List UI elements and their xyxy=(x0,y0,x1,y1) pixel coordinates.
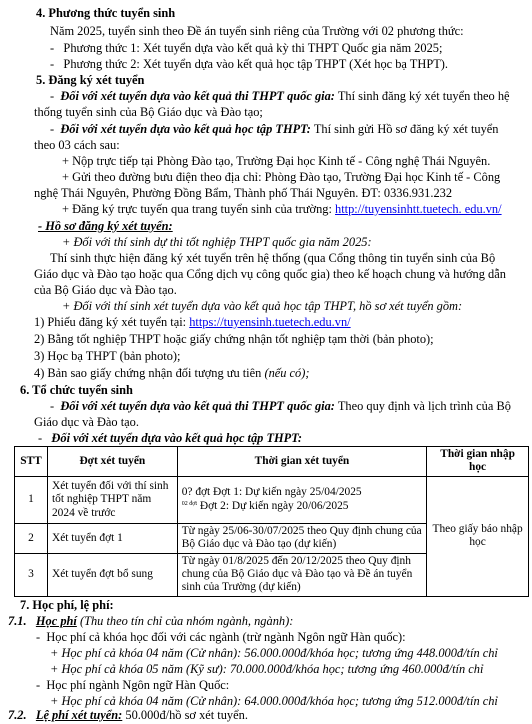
dossier-national-exam-text: Thí sinh thực hiện đăng ký xét tuyển trên hệ thống (qua Cổng thông tin tuyển sinh của Bộ xyxy=(50,251,496,265)
organization-transcript: - Đối với xét tuyển dựa vào kết quả học tập THPT: xyxy=(38,431,303,445)
registration-form-link[interactable]: https://tuyensinh.tuetech.edu.vn/ xyxy=(189,315,351,329)
method-1-text: Phương thức 1: Xét tuyển dựa vào kết quả kỳ thi THPT Quốc gia năm 2025; xyxy=(63,41,443,55)
application-fee-number: 7.2. xyxy=(8,708,27,722)
tuition-general-text: Học phí cả khóa học đối với các ngành (trừ ngành Ngôn ngữ Hàn quốc): xyxy=(46,630,406,644)
registration-national-exam-text: Thí sinh đăng ký xét tuyển theo hệ xyxy=(337,89,510,103)
tuition-korean-4-year: + Học phí cả khóa 04 năm (Cử nhân): 64.000.000đ/khóa học; tương ứng 512.000đ/tín chỉ xyxy=(50,694,498,708)
column-header-time: Thời gian xét tuyển xyxy=(177,447,426,477)
row-1-time-b-line xyxy=(182,500,422,513)
admissions-portal-link[interactable]: http://tuyensinhtt.tuetech. edu.vn/ xyxy=(335,202,502,216)
row-1-time-b: Đợt 2: Dự kiến ngày 20/06/2025 xyxy=(199,499,349,512)
dossier-heading: - Hồ sơ đăng ký xét tuyển: xyxy=(38,219,173,233)
admission-time-cell: Theo giấy báo nhập học xyxy=(427,476,529,596)
row-2-time: Từ ngày 25/06-30/07/2025 theo Quy định chung của Bộ Giáo dục và Đào tạo (dự kiến) xyxy=(177,523,426,553)
row-2-stt: 2 xyxy=(15,523,48,553)
row-1-round: Xét tuyển đối với thí sinh tốt nghiệp THPT năm 2024 về trước xyxy=(47,476,177,523)
method-1-item: - Phương thức 1: Xét tuyển dựa vào kết quả kỳ thi THPT Quốc gia năm 2025; xyxy=(50,41,443,55)
column-header-stt: STT xyxy=(15,447,48,477)
submission-way-3-text: + Đăng ký trực tuyến qua trang tuyển sinh của trường: xyxy=(62,202,332,216)
section-6-heading: 6. Tổ chức tuyển sinh xyxy=(20,383,133,397)
registration-transcript-label: Đối với xét tuyển dựa vào kết quả học tập THPT: xyxy=(60,122,311,136)
section-4-intro: Năm 2025, tuyển sinh theo Đề án tuyển sinh riêng của Trường với 02 phương thức: xyxy=(50,24,464,38)
organization-national-exam-text: Theo quy định và lịch trình của Bộ xyxy=(337,399,511,413)
admission-schedule-table xyxy=(14,446,529,597)
organization-national-exam: - Đối với xét tuyển dựa vào kết quả thi THPT quốc gia: Theo quy định và lịch trình của Bộ xyxy=(50,399,511,413)
dossier-national-exam-text-2: Giáo dục và Đào tạo hoặc qua Cổng dịch vụ công quốc gia) theo kế hoạch chung và hướng dẫn xyxy=(34,267,506,281)
application-fee xyxy=(8,708,248,724)
row-2-round: Xét tuyển đợt 1 xyxy=(47,523,177,553)
method-2-text: Phương thức 2: Xét tuyển dựa vào kết quả học tập THPT (Xét học bạ THPT). xyxy=(63,57,449,71)
row-1-time-b-prefix: 02 đợt xyxy=(181,500,198,507)
registration-transcript-cont: theo 03 cách sau: xyxy=(34,138,120,152)
dossier-item-4-note: (nếu có); xyxy=(264,366,310,380)
organization-national-exam-label: Đối với xét tuyển dựa vào kết quả thi THPT quốc gia: xyxy=(60,399,335,413)
application-fee-label: Lệ phí xét tuyển: xyxy=(35,708,123,722)
row-1-stt: 1 xyxy=(15,476,48,523)
tuition-number: 7.1. xyxy=(8,614,27,628)
column-header-admission: Thời gian nhập học xyxy=(427,447,529,477)
dossier-item-4-text: 4) Bản sao giấy chứng nhận đối tượng ưu tiên xyxy=(34,366,262,380)
dossier-item-3: 3) Học bạ THPT (bản photo); xyxy=(34,349,181,363)
dossier-national-exam-heading: + Đối với thí sinh dự thi tốt nghiệp THPT quốc gia năm 2025: xyxy=(62,235,372,249)
organization-transcript-label: Đối với xét tuyển dựa vào kết quả học tập THPT: xyxy=(51,431,303,445)
row-3-time: Từ ngày 01/8/2025 đến 20/12/2025 theo Quy định chung của Bộ Giáo dục và Đào tạo và Đề án tuyển sinh của Trường (dự kiến) xyxy=(177,553,426,596)
registration-national-exam-cont: thống tuyển sinh của Bộ Giáo dục và Đào tạo; xyxy=(34,105,263,119)
column-header-round: Đợt xét tuyển xyxy=(47,447,177,477)
method-2-item: - Phương thức 2: Xét tuyển dựa vào kết quả học tập THPT (Xét học bạ THPT). xyxy=(50,57,449,71)
submission-way-2: + Gửi theo đường bưu điện theo địa chỉ: Phòng Đào tạo, Trường Đại học Kinh tế - Công xyxy=(62,170,501,184)
row-1-time xyxy=(177,476,426,523)
dossier-item-1-text: 1) Phiếu đăng ký xét tuyển tại: xyxy=(34,315,187,329)
section-5-heading: 5. Đăng ký xét tuyển xyxy=(36,73,145,87)
registration-transcript: - Đối với xét tuyển dựa vào kết quả học tập THPT: Thí sinh gửi Hồ sơ đăng ký xét tuyển xyxy=(50,122,499,136)
tuition-note: (Thu theo tín chỉ của nhóm ngành, ngành): xyxy=(79,614,294,628)
table-header-row xyxy=(15,447,529,477)
tuition-4-year: + Học phí cả khóa 04 năm (Cử nhân): 56.000.000đ/khóa học; tương ứng 448.000đ/tín chỉ xyxy=(50,646,498,660)
submission-way-3 xyxy=(62,202,502,218)
tuition-subheading xyxy=(8,614,293,630)
submission-way-1: + Nộp trực tiếp tại Phòng Đào tạo, Trường Đại học Kinh tế - Công nghệ Thái Nguyên. xyxy=(62,154,491,168)
application-fee-text: 50.000đ/hồ sơ xét tuyển. xyxy=(125,708,248,722)
tuition-general-item: - Học phí cả khóa học đối với các ngành (trừ ngành Ngôn ngữ Hàn quốc): xyxy=(36,630,406,644)
section-7-heading: 7. Học phí, lệ phí: xyxy=(20,598,114,612)
dossier-item-2: 2) Bằng tốt nghiệp THPT hoặc giấy chứng nhận tốt nghiệp tạm thời (bản photo); xyxy=(34,332,434,346)
dossier-item-4 xyxy=(34,366,310,382)
registration-national-exam-label: Đối với xét tuyển dựa vào kết quả thi THPT quốc gia: xyxy=(60,89,335,103)
row-3-stt: 3 xyxy=(15,553,48,596)
tuition-5-year: + Học phí cả khóa 05 năm (Kỹ sư): 70.000.000đ/khóa học; tương ứng 460.000đ/tín chỉ xyxy=(50,662,484,676)
submission-way-2-cont: nghệ Thái Nguyên, Phường Đồng Bẩm, Thành phố Thái Nguyên. ĐT: 0336.931.232 xyxy=(34,186,453,200)
table-row xyxy=(15,476,529,523)
dossier-national-exam-text-3: của Bộ Giáo dục và Đào tạo. xyxy=(34,283,177,297)
tuition-label: Học phí xyxy=(35,614,77,628)
organization-national-exam-cont: Giáo dục và Đào tạo. xyxy=(34,415,139,429)
tuition-korean-item: - Học phí ngành Ngôn ngữ Hàn Quốc: xyxy=(36,678,230,692)
row-3-round: Xét tuyển đợt bổ sung xyxy=(47,553,177,596)
dossier-transcript-heading: + Đối với thí sinh xét tuyển dựa vào kết quả học tập THPT, hồ sơ xét tuyển gồm: xyxy=(62,299,463,313)
dossier-item-1 xyxy=(34,315,351,331)
tuition-korean-text: Học phí ngành Ngôn ngữ Hàn Quốc: xyxy=(46,678,230,692)
registration-national-exam: - Đối với xét tuyển dựa vào kết quả thi THPT quốc gia: Thí sinh đăng ký xét tuyển theo hệ xyxy=(50,89,510,103)
row-1-time-a: 0? đợt Đợt 1: Dự kiến ngày 25/04/2025 xyxy=(181,486,362,499)
section-4-heading: 4. Phương thức tuyển sinh xyxy=(36,6,176,20)
registration-transcript-text: Thí sinh gửi Hồ sơ đăng ký xét tuyển xyxy=(313,122,499,136)
